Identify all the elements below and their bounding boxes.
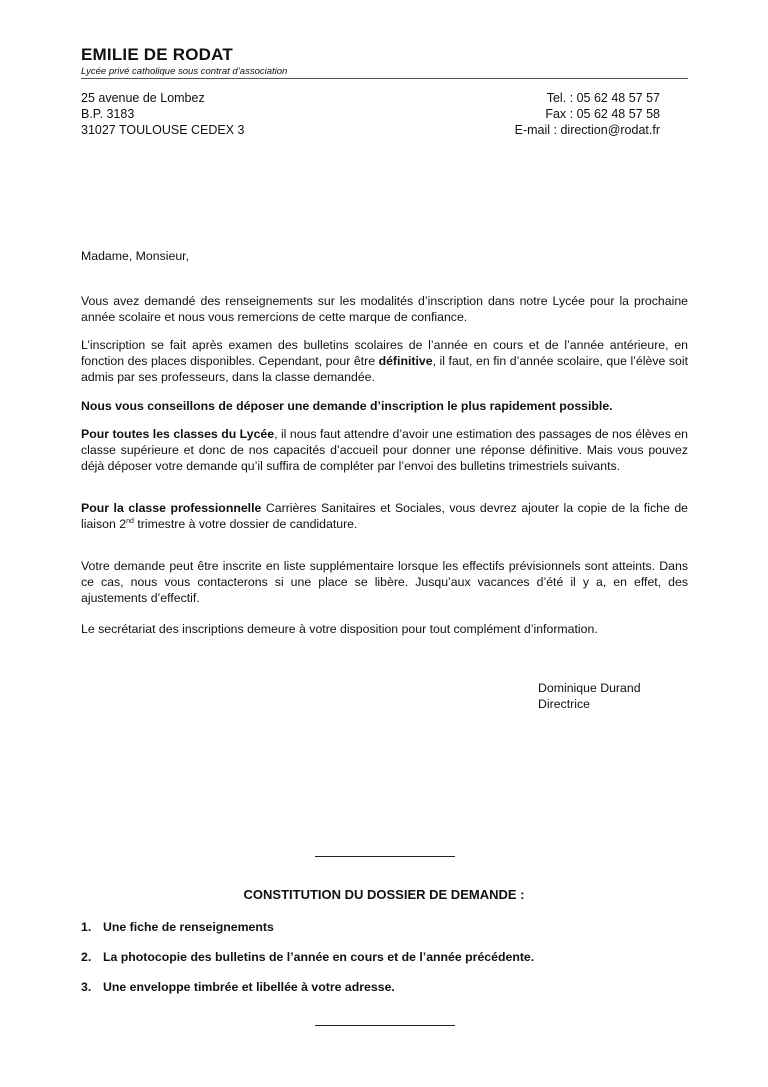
telephone: Tel. : 05 62 48 57 57 xyxy=(546,91,660,105)
school-name: EMILIE DE RODAT xyxy=(81,45,233,64)
dossier-item: 1. Une fiche de renseignements xyxy=(81,920,274,934)
address-line: 25 avenue de Lombez xyxy=(81,91,205,105)
paragraph-3: Nous vous conseillons de déposer une demande d’inscription le plus rapidement possible. xyxy=(81,399,613,413)
paragraph-2: L’inscription se fait après examen des bulletins scolaires de l’année en cours et de l’année antérieure, en fonction des places disponibles. Cependant, pour être définitive, il faut, en fin d’année scolaire, que l’élève soit admis par ses professeurs, dans la classe demandée. xyxy=(81,338,688,384)
paragraph-4: Pour toutes les classes du Lycée, il nous faut attendre d’avoir une estimation des passages de nos élèves en classe supérieure et donc de nos capacités d’accueil pour donner une réponse définitive. Mais vous pouvez déjà déposer votre demande qu’il suffira de compléter par l’envoi des bulletins trimestriels suivants. xyxy=(81,427,688,473)
separator-line xyxy=(315,1025,455,1026)
paragraph-1: Vous avez demandé des renseignements sur les modalités d’inscription dans notre Lycée pour la prochaine année scolaire et nous vous remercions de cette marque de confiance. xyxy=(81,294,688,324)
signatory-name: Dominique Durand xyxy=(538,681,641,695)
signature-block xyxy=(538,680,641,712)
salutation: Madame, Monsieur, xyxy=(81,249,189,263)
dossier-title: CONSTITUTION DU DOSSIER DE DEMANDE : xyxy=(243,887,525,902)
fax: Fax : 05 62 48 57 58 xyxy=(545,107,660,121)
address-line: B.P. 3183 xyxy=(81,107,135,121)
email: E-mail : direction@rodat.fr xyxy=(514,123,660,137)
postal-address xyxy=(81,90,245,138)
paragraph-5: Pour la classe professionnelle Carrières Sanitaires et Sociales, vous devrez ajouter la copie de la fiche de liaison 2nd trimestre à votre dossier de candidature. xyxy=(81,501,688,531)
school-subtitle: Lycée privé catholique sous contrat d’association xyxy=(81,66,288,77)
paragraph-7: Le secrétariat des inscriptions demeure à votre disposition pour tout complément d’information. xyxy=(81,622,598,636)
contact-info xyxy=(515,90,660,138)
header-divider xyxy=(81,78,688,79)
signatory-role: Directrice xyxy=(538,697,590,711)
separator-line xyxy=(315,856,455,857)
emphasis-definitive: définitive xyxy=(378,354,433,368)
dossier-item: 2. La photocopie des bulletins de l’année en cours et de l’année précédente. xyxy=(81,950,535,964)
paragraph-6: Votre demande peut être inscrite en liste supplémentaire lorsque les effectifs prévisionnels sont atteints. Dans ce cas, nous vous contacterons si une place se libère. Jusqu’aux vacances d’été il y a, en effet, des ajustements d’effectif. xyxy=(81,559,688,605)
address-line: 31027 TOULOUSE CEDEX 3 xyxy=(81,123,245,137)
dossier-item: 3. Une enveloppe timbrée et libellée à votre adresse. xyxy=(81,980,395,994)
